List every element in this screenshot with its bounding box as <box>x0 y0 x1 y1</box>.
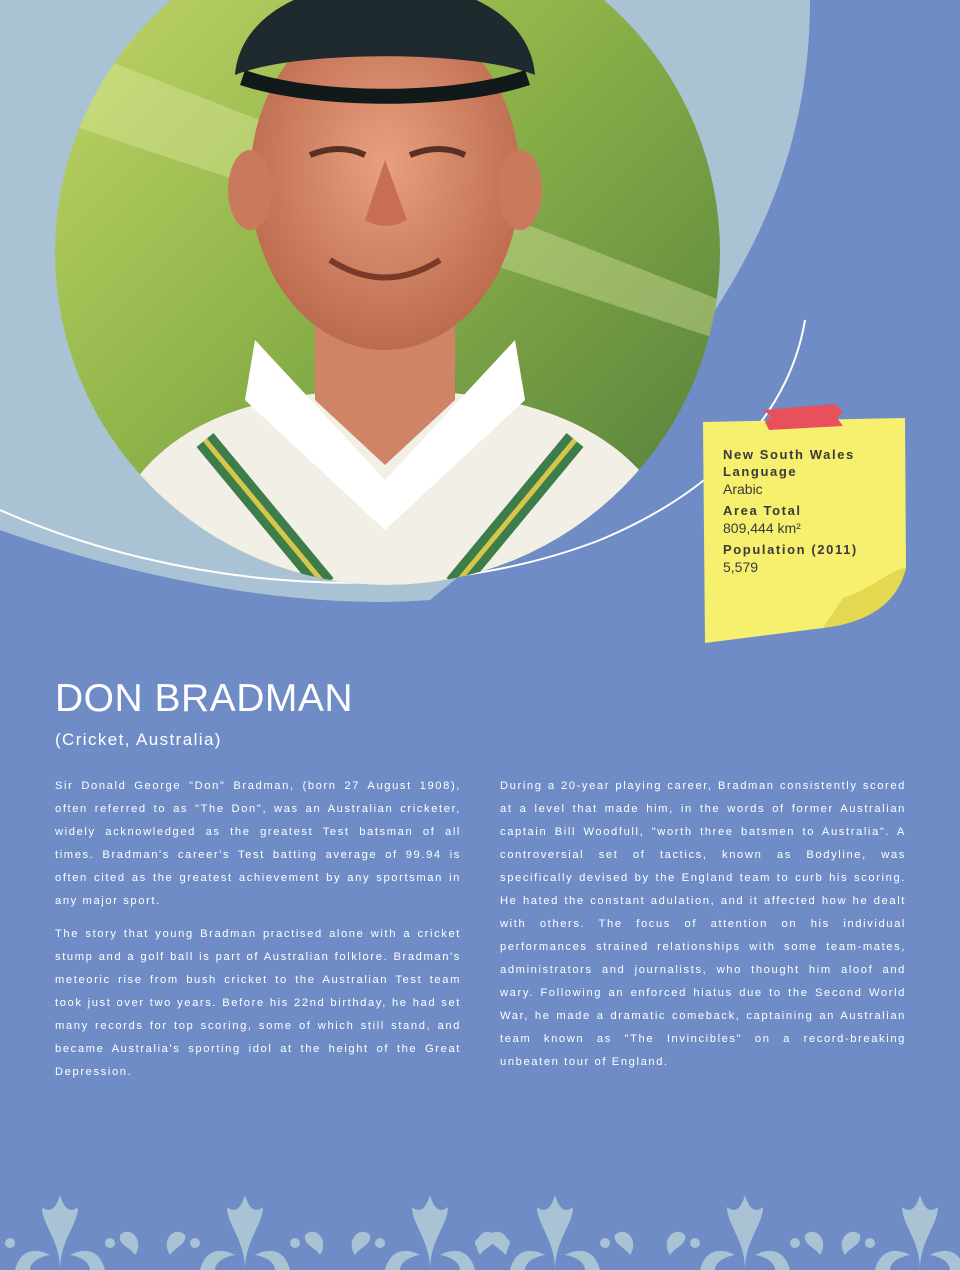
area-value: 809,444 km² <box>723 520 801 536</box>
tape-icon <box>763 404 843 430</box>
page-title: DON BRADMAN <box>55 677 354 720</box>
page-subtitle: (Cricket, Australia) <box>55 730 222 749</box>
bio-paragraph: During a 20-year playing career, Bradman consistently scored at a level that made him, in the words of former Australian captain Bill Woodfull, "worth three batsmen to Australia". A controversial set of tactics, known as Bodyline, was specifically devised by the England team to curb his scoring. He hated the constant adulation, and it affected how he dealt with others. The focus of attention on his individual performances strained relationships with some team-mates, administrators and journalists, who thought him aloof and wary. Following an enforced hiatus due to the Second World War, he made a dramatic comeback, captaining an Australian team known as "The Invincibles" on a record-breaking unbeaten tour of England. <box>500 780 906 1068</box>
region-label: New South Wales <box>723 447 855 462</box>
bio-paragraph: The story that young Bradman practised alone with a cricket stump and a golf ball is part of Australian folklore. Bradman's meteoric rise from bush cricket to the Australian Test team took just over two years. Before his 22nd birthday, he had set many records for top scoring, some of which still stand, and became Australia's sporting idol at the height of the Great Depression. <box>55 928 461 1078</box>
population-value: 5,579 <box>723 559 759 575</box>
language-label: Language <box>723 464 798 479</box>
bio-column-left <box>55 775 461 1094</box>
area-label: Area Total <box>723 503 802 518</box>
bio-column-right <box>500 775 906 1084</box>
language-value: Arabic <box>723 481 763 497</box>
bio-paragraph: Sir Donald George "Don" Bradman, (born 27 August 1908), often referred to as "The Don", was an Australian cricketer, widely acknowledged as the greatest Test batsman of all times. Bradman's career's Test batting average of 99.94 is often cited as the greatest achievement by any sportsman in any major sport. <box>55 780 461 907</box>
floral-ornament <box>0 1195 960 1270</box>
population-label: Population (2011) <box>723 542 858 557</box>
info-sticky-note <box>703 418 908 643</box>
